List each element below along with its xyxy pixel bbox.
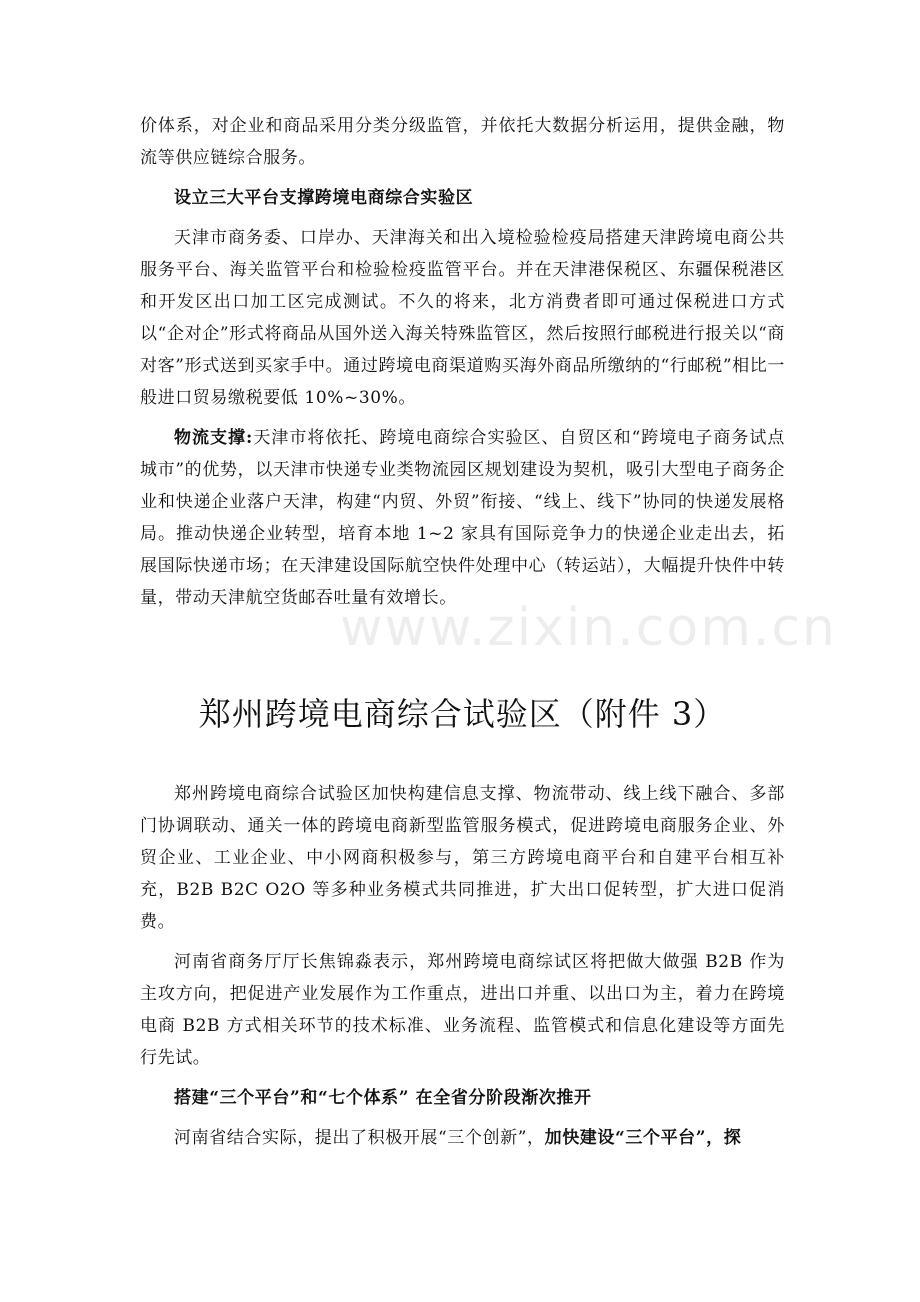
paragraph-zhengzhou-overview: 郑州跨境电商综合试验区加快构建信息支撑、物流带动、线上线下融合、多部门协调联动、通关一体的跨境电商新型监管服务模式，促进跨境电商服务企业、外贸企业、工业企业、中小网商积极参与，第三方跨境电商平台和自建平台相互补充，B2B B2C O2O 等多种业务模式共同推进，扩大出口促转型，扩大进口促消费。 [140, 784, 785, 932]
top-section [140, 110, 785, 622]
paragraph-tianjin-platforms: 天津市商务委、口岸办、天津海关和出入境检验检疫局搭建天津跨境电商公共服务平台、海关监管平台和检验检疫监管平台。并在天津港保税区、东疆保税港区和开发区出口加工区完成测试。不久的将来，北方消费者即可通过保税进口方式以“企对企”形式将商品从国外送入海关特殊监管区，然后按照行邮税进行报关以“商对客”形式送到买家手中。通过跨境电商渠道购买海外商品所缴纳的“行邮税”相比一般进口贸易缴税要低 10%~30%。 [140, 228, 785, 408]
paragraph-logistics [140, 422, 785, 614]
paragraph-continued: 价体系，对企业和商品采用分类分级监管，并依托大数据分析运用，提供金融，物流等供应链综合服务。 [140, 116, 785, 168]
paragraph-henan-practice-bold: 加快建设“三个平台”，探 [544, 1128, 742, 1148]
section-title: 郑州跨境电商综合试验区（附件 3） [198, 695, 727, 733]
watermark: www.zixin.com.cn [340, 598, 837, 658]
paragraph-henan-practice-text: 河南省结合实际，提出了积极开展“三个创新”， [174, 1128, 545, 1148]
bottom-section [140, 778, 785, 1162]
heading-three-platforms: 设立三大平台支撑跨境电商综合实验区 [174, 188, 474, 208]
logistics-text: 天津市将依托、跨境电商综合实验区、自贸区和“跨境电子商务试点城市”的优势，以天津市快递专业类物流园区规划建设为契机，吸引大型电子商务企业和快递企业落户天津，构建“内贸、外贸”衔接、“线上、线下”协同的快递发展格局。推动快递企业转型，培育本地 1~2 家具有国际竞争力的快递企业走出去，拓展国际快递市场；在天津建设国际航空快件处理中心（转运站），大幅提升快件中转量，带动天津航空货邮吞吐量有效增长。 [140, 428, 785, 608]
heading-seven-systems: 搭建“三个平台”和“七个体系” 在全省分阶段渐次推开 [174, 1088, 592, 1108]
paragraph-henan-practice [140, 1122, 785, 1154]
logistics-label: 物流支撑: [174, 428, 253, 448]
paragraph-henan-statement: 河南省商务厅厅长焦锦淼表示，郑州跨境电商综试区将把做大做强 B2B 作为主攻方向，把促进产业发展作为工作重点，进出口并重、以出口为主，着力在跨境电商 B2B 方式相关环节的技术标准、业务流程、监管模式和信息化建设等方面先行先试。 [140, 952, 785, 1068]
